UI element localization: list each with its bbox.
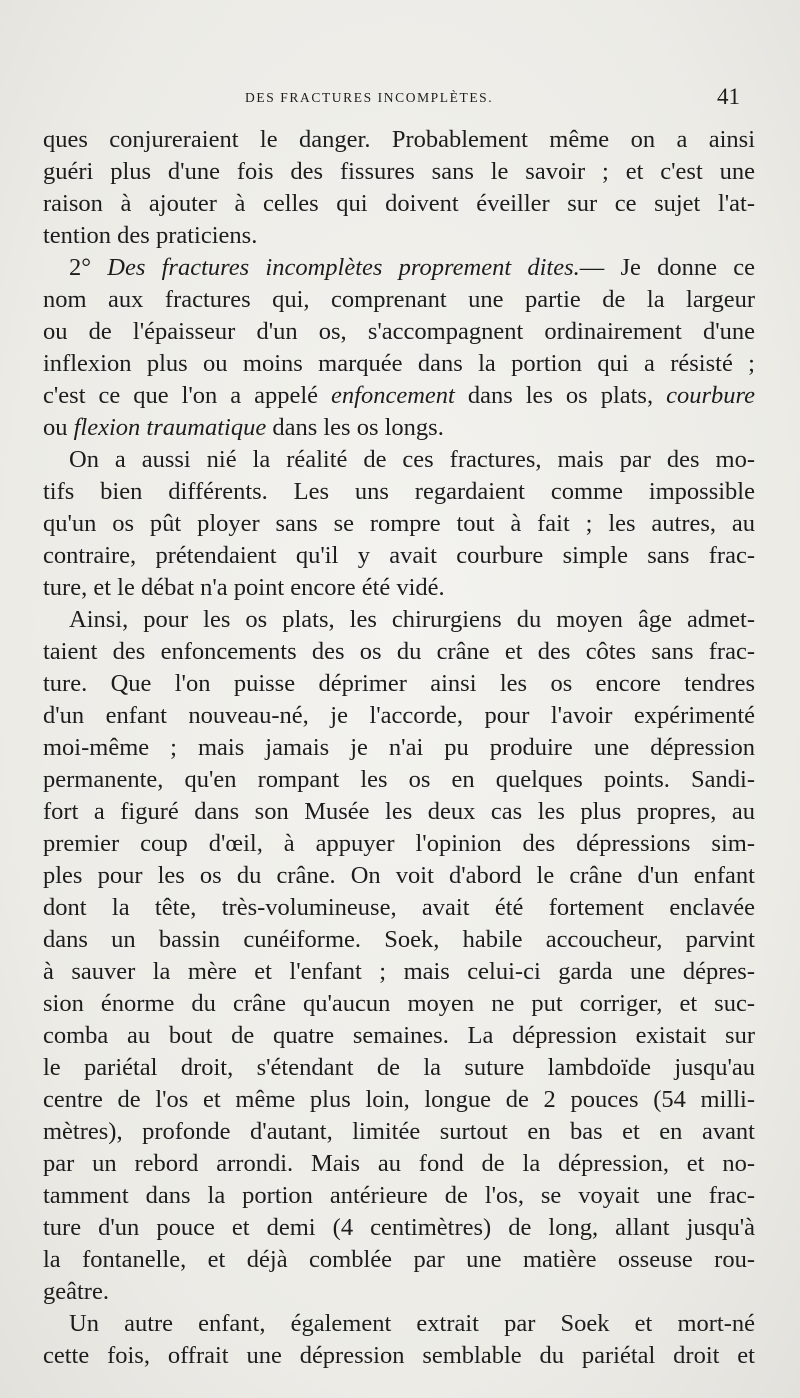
text-segment: ou — [43, 414, 74, 441]
italic-text: flexion traumatique — [73, 414, 267, 441]
text-segment: raison à ajouter à celles qui doivent éveiller sur ce sujet l'at- — [43, 190, 755, 217]
text-segment: contraire, prétendaient qu'il y avait courbure simple sans frac- — [43, 542, 755, 569]
text-segment: le pariétal droit, s'étendant de la suture lambdoïde jusqu'au — [43, 1054, 755, 1081]
text-segment: permanente, qu'en rompant les os en quelques points. Sandi- — [43, 766, 755, 793]
text-line — [43, 1180, 755, 1212]
text-line — [43, 988, 755, 1020]
text-segment: par un rebord arrondi. Mais au fond de la dépression, et no- — [43, 1150, 755, 1177]
text-line — [43, 828, 755, 860]
text-line — [43, 1308, 755, 1340]
text-line — [43, 924, 755, 956]
text-line — [43, 1244, 755, 1276]
text-line — [43, 892, 755, 924]
text-segment: comba au bout de quatre semaines. La dépression existait sur — [43, 1022, 755, 1049]
text-line — [43, 1212, 755, 1244]
text-segment: cette fois, offrait une dépression semblable du pariétal droit et — [43, 1342, 755, 1369]
text-line — [43, 604, 755, 636]
text-line — [43, 668, 755, 700]
text-line — [43, 252, 755, 284]
italic-text: courbure — [666, 382, 755, 409]
text-segment: geâtre. — [43, 1278, 109, 1305]
running-head — [40, 84, 740, 114]
text-segment: dans un bassin cunéiforme. Soek, habile accoucheur, parvint — [43, 926, 755, 953]
text-line — [43, 412, 755, 444]
text-segment: On a aussi nié la réalité de ces fractures, mais par des mo- — [69, 446, 755, 473]
text-segment: tifs bien différents. Les uns regardaient comme impossible — [43, 478, 755, 505]
text-line — [43, 220, 755, 252]
text-line — [43, 380, 755, 412]
text-segment: d'un enfant nouveau-né, je l'accorde, pour l'avoir expérimenté — [43, 702, 755, 729]
text-line — [43, 572, 755, 604]
text-segment: tention des praticiens. — [43, 222, 258, 249]
text-line — [43, 732, 755, 764]
text-line — [43, 1020, 755, 1052]
text-segment: dans les os plats, — [454, 382, 667, 409]
text-segment: dont la tête, très-volumineuse, avait été fortement enclavée — [43, 894, 755, 921]
text-line — [43, 508, 755, 540]
text-segment: c'est ce que l'on a appelé — [43, 382, 332, 409]
text-segment: centre de l'os et même plus loin, longue de 2 pouces (54 milli- — [43, 1086, 755, 1113]
text-line — [43, 540, 755, 572]
text-line — [43, 156, 755, 188]
text-segment: ou de l'épaisseur d'un os, s'accompagnent ordinairement d'une — [43, 318, 755, 345]
text-segment: — Je donne ce — [579, 254, 755, 281]
text-segment: sion énorme du crâne qu'aucun moyen ne put corriger, et suc- — [43, 990, 755, 1017]
text-segment: Ainsi, pour les os plats, les chirurgiens du moyen âge admet- — [69, 606, 755, 633]
text-segment: ples pour les os du crâne. On voit d'abord le crâne d'un enfant — [43, 862, 755, 889]
text-line — [43, 348, 755, 380]
italic-text: Des fractures incomplètes proprement dites. — [107, 254, 580, 281]
text-line — [43, 1148, 755, 1180]
text-line — [43, 956, 755, 988]
text-line — [43, 700, 755, 732]
page-number: 41 — [717, 84, 740, 109]
italic-text: enfoncement — [331, 382, 455, 409]
text-line — [43, 796, 755, 828]
text-segment: qu'un os pût ployer sans se rompre tout à fait ; les autres, au — [43, 510, 755, 537]
text-segment: dans les os longs. — [266, 414, 444, 441]
text-segment: moi-même ; mais jamais je n'ai pu produire une dépression — [43, 734, 755, 761]
text-segment: ture, et le débat n'a point encore été vidé. — [43, 574, 445, 601]
text-line — [43, 284, 755, 316]
text-line — [43, 1084, 755, 1116]
text-line — [43, 764, 755, 796]
text-segment: tamment dans la portion antérieure de l'os, se voyait une frac- — [43, 1182, 755, 1209]
text-line — [43, 1340, 755, 1372]
text-segment: premier coup d'œil, à appuyer l'opinion des dépressions sim- — [43, 830, 755, 857]
text-segment: ture d'un pouce et demi (4 centimètres) de long, allant jusqu'à — [43, 1214, 755, 1241]
text-line — [43, 1116, 755, 1148]
text-segment: à sauver la mère et l'enfant ; mais celui-ci garda une dépres- — [43, 958, 755, 985]
text-line — [43, 444, 755, 476]
text-line — [43, 1052, 755, 1084]
text-segment: fort a figuré dans son Musée les deux cas les plus propres, au — [43, 798, 755, 825]
body-text — [43, 124, 755, 1372]
text-line — [43, 316, 755, 348]
text-segment: inflexion plus ou moins marquée dans la portion qui a résisté ; — [43, 350, 755, 377]
text-segment: Un autre enfant, également extrait par Soek et mort-né — [69, 1310, 755, 1337]
text-segment: guéri plus d'une fois des fissures sans le savoir ; et c'est une — [43, 158, 755, 185]
text-line — [43, 860, 755, 892]
text-segment: ture. Que l'on puisse déprimer ainsi les os encore tendres — [43, 670, 755, 697]
text-line — [43, 1276, 755, 1308]
running-title: DES FRACTURES INCOMPLÈTES. — [245, 90, 494, 105]
text-line — [43, 476, 755, 508]
text-segment: mètres), profonde d'autant, limitée surtout en bas et en avant — [43, 1118, 755, 1145]
text-segment: la fontanelle, et déjà comblée par une matière osseuse rou- — [43, 1246, 755, 1273]
text-line — [43, 636, 755, 668]
text-line — [43, 124, 755, 156]
text-segment: 2° — [69, 254, 108, 281]
text-segment: nom aux fractures qui, comprenant une partie de la largeur — [43, 286, 755, 313]
text-segment: ques conjureraient le danger. Probablement même on a ainsi — [43, 126, 755, 153]
text-line — [43, 188, 755, 220]
text-segment: taient des enfoncements des os du crâne et des côtes sans frac- — [43, 638, 755, 665]
